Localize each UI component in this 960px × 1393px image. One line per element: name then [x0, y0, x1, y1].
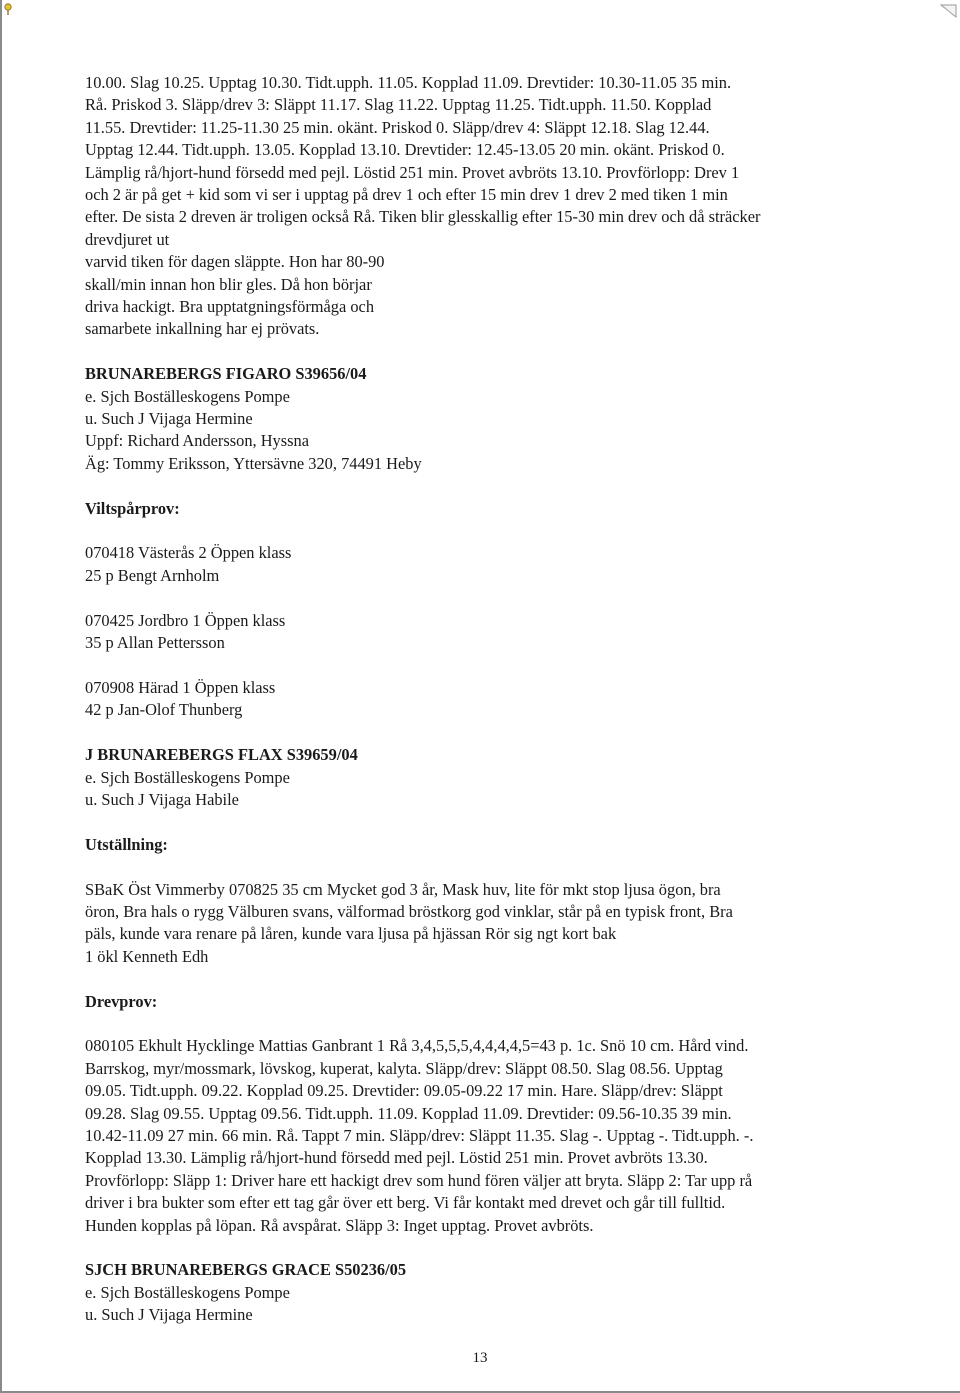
text-line: skall/min innan hon blir gles. Då hon börjar [85, 274, 372, 294]
trial-line: 25 p Bengt Arnholm [85, 565, 220, 585]
text-line: Rå. Priskod 3. Släpp/drev 3: Släppt 11.17. Slag 11.22. Upptag 11.25. Tidt.upph. 11.50. Kopplad [85, 95, 712, 115]
dog-title: BRUNAREBERGS FIGARO S39656/04 [85, 364, 367, 384]
page-border-left [0, 0, 2, 1393]
drev-line: 09.05. Tidt.upph. 09.22. Kopplad 09.25. Drevtider: 09.05-09.22 17 min. Hare. Släpp/drev: Släppt [85, 1081, 723, 1101]
dog-title: SJCH BRUNAREBERGS GRACE S50236/05 [85, 1260, 407, 1280]
text-line: samarbete inkallning har ej prövats. [85, 319, 320, 339]
text-line: drevdjuret ut [85, 229, 170, 249]
drev-line: Barrskog, myr/mossmark, lövskog, kuperat, kalyta. Släpp/drev: Släppt 08.50. Slag 08.56. Upptag [85, 1058, 723, 1078]
dam-line: u. Such J Vijaga Hermine [85, 1305, 253, 1325]
owner-line: Äg: Tommy Eriksson, Yttersävne 320, 74491 Heby [85, 453, 422, 473]
show-line: öron, Bra hals o rygg Välburen svans, välformad bröstkorg god vinklar, står på en typisk front, Bra [85, 901, 733, 921]
trial-line: 070418 Västerås 2 Öppen klass [85, 543, 292, 563]
trial-line: 35 p Allan Pettersson [85, 633, 225, 653]
text-line: 11.55. Drevtider: 11.25-11.30 25 min. okänt. Priskod 0. Släpp/drev 4: Släppt 12.18. Slag 12.44. [85, 117, 710, 137]
show-line: SBaK Öst Vimmerby 070825 35 cm Mycket god 3 år, Mask huv, lite för mkt stop ljusa ögon, bra [85, 879, 721, 899]
drev-line: 09.28. Slag 09.55. Upptag 09.56. Tidt.upph. 11.09. Kopplad 11.09. Drevtider: 09.56-10.35 39 min. [85, 1103, 732, 1123]
dog-title: J BRUNAREBERGS FLAX S39659/04 [85, 745, 358, 765]
trial-line: 070908 Härad 1 Öppen klass [85, 677, 276, 697]
page-number: 13 [472, 1350, 488, 1366]
drev-line: Kopplad 13.30. Lämplig rå/hjort-hund försedd med pejl. Löstid 251 min. Provet avbröts 13.30. [85, 1148, 708, 1168]
document-page [85, 72, 885, 1327]
dam-line: u. Such J Vijaga Habile [85, 789, 239, 809]
breeder-line: Uppf: Richard Andersson, Hyssna [85, 431, 309, 451]
trial-line: 070425 Jordbro 1 Öppen klass [85, 610, 286, 630]
drev-line: driver i bra bukter som efter ett tag går över ett berg. Vi får kontakt med drevet och går till fulltid. [85, 1193, 726, 1213]
text-line: 10.00. Slag 10.25. Upptag 10.30. Tidt.upph. 11.05. Kopplad 11.09. Drevtider: 10.30-11.05 35 min. [85, 73, 732, 92]
dog-entry-flax [85, 744, 885, 1237]
sire-line: e. Sjch Boställeskogens Pompe [85, 767, 290, 787]
text-line: Upptag 12.44. Tidt.upph. 13.05. Kopplad 13.10. Drevtider: 12.45-13.05 20 min. okänt. Priskod 0. [85, 140, 725, 160]
section-heading: Drevprov: [85, 991, 158, 1011]
show-line: päls, kunde vara renare på låren, kunde vara ljusa på hjässan Rör sig ngt kort bak [85, 924, 617, 944]
sire-line: e. Sjch Boställeskogens Pompe [85, 386, 290, 406]
text-line: Lämplig rå/hjort-hund försedd med pejl. Löstid 251 min. Provet avbröts 13.10. Provförlopp: Drev 1 [85, 162, 740, 182]
dog-entry-grace [85, 1259, 885, 1326]
sire-line: e. Sjch Boställeskogens Pompe [85, 1282, 290, 1302]
drev-line: Provförlopp: Släpp 1: Driver hare ett hackigt drev som hund fören väljer att bryta. Släpp 2: Tar upp rå [85, 1170, 753, 1190]
text-line: och 2 är på get + kid som vi ser i upptag på drev 1 och efter 15 min drev 1 drev 2 med tiken 1 min [85, 185, 728, 205]
section-heading: Utställning: [85, 834, 168, 854]
section-heading: Viltspårprov: [85, 498, 180, 518]
text-line: efter. De sista 2 dreven är troligen också Rå. Tiken blir glesskallig efter 15-30 min drev och då sträcker [85, 207, 761, 227]
show-line: 1 ökl Kenneth Edh [85, 946, 209, 966]
dog-entry-figaro [85, 363, 885, 721]
text-line: varvid tiken för dagen släppte. Hon har 80-90 [85, 252, 385, 272]
dam-line: u. Such J Vijaga Hermine [85, 409, 253, 429]
trial-line: 42 p Jan-Olof Thunberg [85, 700, 243, 720]
pin-icon [2, 2, 14, 16]
drev-line: 10.42-11.09 27 min. 66 min. Rå. Tappt 7 min. Släpp/drev: Släppt 11.35. Slag -. Upptag -. Tidt.upph. -. [85, 1125, 754, 1145]
text-line: driva hackigt. Bra upptatgningsförmåga och [85, 297, 375, 317]
intro-paragraph [85, 72, 885, 341]
page-fold-icon[interactable] [940, 3, 958, 19]
drev-line: Hunden kopplas på löpan. Rå avspårat. Släpp 3: Inget upptag. Provet avbröts. [85, 1215, 594, 1235]
drev-line: 080105 Ekhult Hycklinge Mattias Ganbrant 1 Rå 3,4,5,5,5,4,4,4,4,5=43 p. 1c. Snö 10 cm. Hård vind. [85, 1036, 749, 1056]
